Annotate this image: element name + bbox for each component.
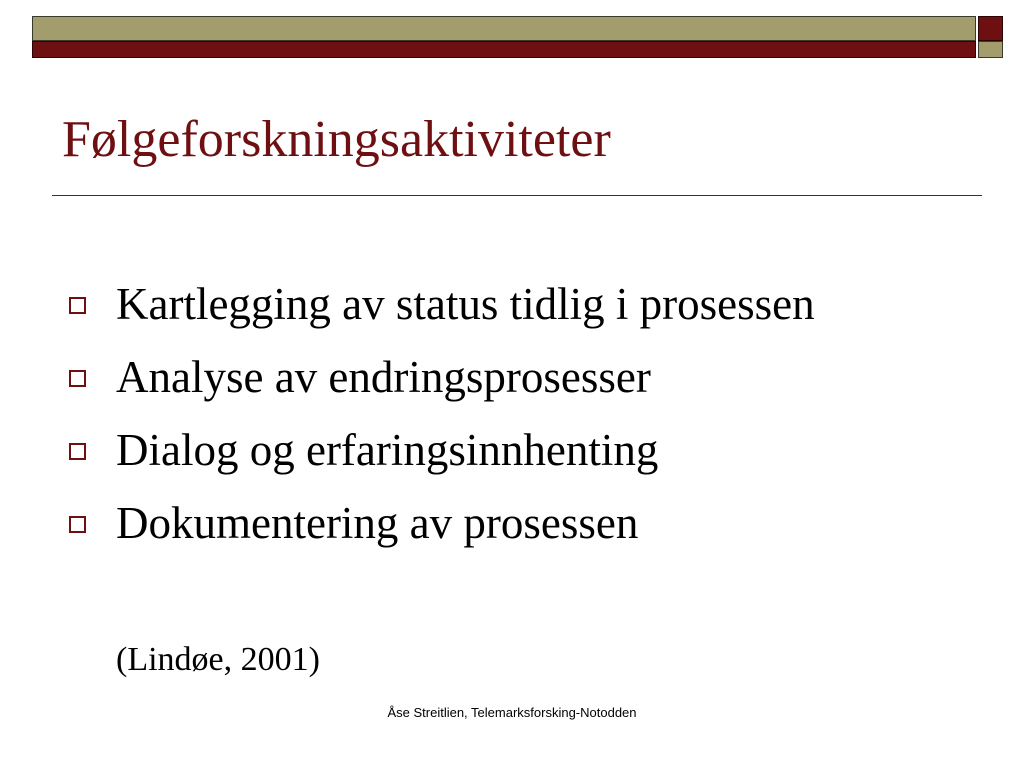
bullet-text: Analyse av endringsprosesser xyxy=(116,352,651,402)
hollow-square-bullet-icon xyxy=(69,297,86,314)
hollow-square-bullet-icon xyxy=(69,443,86,460)
bullet-text: Dokumentering av prosessen xyxy=(116,498,639,548)
bullet-item xyxy=(64,422,944,478)
title-divider xyxy=(52,195,982,196)
header-olive-square xyxy=(978,41,1003,58)
bullet-item xyxy=(64,276,944,332)
header-olive-bar xyxy=(32,16,976,41)
citation: (Lindøe, 2001) xyxy=(116,641,320,678)
bullet-item xyxy=(64,349,944,405)
hollow-square-bullet-icon xyxy=(69,370,86,387)
bullet-text: Kartlegging av status tidlig i prosessen xyxy=(116,279,815,329)
header-maroon-square xyxy=(978,16,1003,41)
footer-author: Åse Streitlien, Telemarksforsking-Notodden xyxy=(387,705,637,720)
hollow-square-bullet-icon xyxy=(69,516,86,533)
bullet-list xyxy=(64,276,944,568)
bullet-item xyxy=(64,495,944,551)
header-maroon-bar xyxy=(32,41,976,58)
slide-title: Følgeforskningsaktiviteter xyxy=(62,111,611,168)
bullet-text: Dialog og erfaringsinnhenting xyxy=(116,425,659,475)
